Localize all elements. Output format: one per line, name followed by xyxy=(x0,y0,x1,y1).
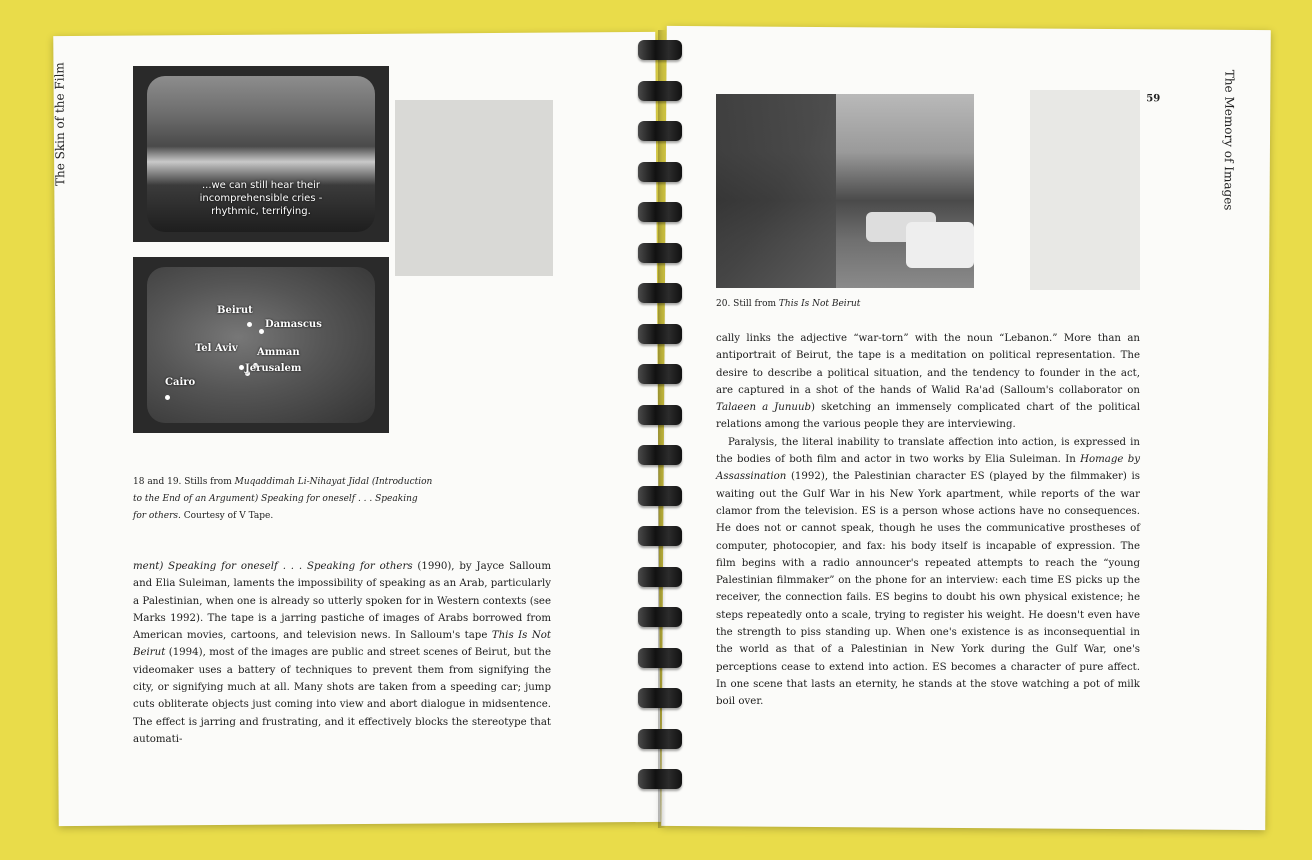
binding-coil xyxy=(638,202,682,222)
city-label: Jerusalem xyxy=(245,363,302,374)
binding-coil xyxy=(638,648,682,668)
binding-coil xyxy=(638,729,682,749)
binding-coil xyxy=(638,121,682,141)
city-label: Tel Aviv xyxy=(195,343,238,354)
caption-credit: Courtesy of V Tape. xyxy=(180,511,274,521)
caption-title: This Is Not Beirut xyxy=(778,299,861,309)
film-still-1 xyxy=(133,66,389,242)
body-span: (1992), the Palestinian character ES (played by the filmmaker) is waiting out the Gulf War in his New York apartment, while reports of the war clamor from the television. ES is a person whose actions have no consequences. He does not or cannot speak, though he uses the communicative prostheses of computer, photocopier, and fax: his body itself is incapable of expression. The film begins with a radio announcer's repeated attempts to reach the “young Palestinian filmmaker” on the phone for an interview: each time ES picks up the receiver, the connection fails. ES begins to doubt his own physical existence; he steps repeatedly onto a scale, trying to register his weight. He doesn't even have the strength to piss standing up. When one's existence is as inconsequential in the world as that of a Palestinian in New York during the Gulf War, one's perceptions cease to extend into action. ES becomes a character of pure affect. In one scene that lasts an eternity, he stands at the stove watching a pot of milk boil over. xyxy=(716,471,1140,708)
tv-screen xyxy=(147,76,375,232)
body-span: cally links the adjective “war-torn” with the noun “Lebanon.” More than an antiportrait of Beirut, the tape is a meditation on political representation. The desire to describe a political situation, and the tendency to founder in the act, are captured in a shot of the hands of Walid Ra'ad (Salloum's collaborator on xyxy=(716,333,1140,396)
city-label: Beirut xyxy=(217,305,253,316)
show-through-shadow xyxy=(1030,90,1140,290)
body-span: Paralysis, the literal inability to translate affection into action, is expressed in the bodies of both film and actor in two works by Elia Suleiman. In xyxy=(716,436,1140,466)
binding-coil xyxy=(638,40,682,60)
city-label: Amman xyxy=(257,347,300,358)
binding-coil xyxy=(638,688,682,708)
italic-title: Talaeen a Junuub xyxy=(716,402,812,414)
map-screen xyxy=(147,267,375,423)
body-text-right xyxy=(716,330,1140,711)
binding-coil xyxy=(638,364,682,384)
caption-label: 18 and 19. Stills from xyxy=(133,477,235,487)
italic-title: This Is Not Beirut xyxy=(133,630,551,659)
city-label: Damascus xyxy=(265,319,322,330)
caption-title: Muqaddimah Li-Nihayat Jidal (Introduction to the End of an Argument) Speaking for oneself . . . Speaking for others. xyxy=(133,477,433,521)
binding-coil xyxy=(638,567,682,587)
subtitle-line: incomprehensible cries - xyxy=(199,193,323,204)
body-span: ) sketching an immensely complicated chart of the political relations among the various people they are interviewing. xyxy=(716,402,1140,431)
show-through-shadow xyxy=(395,100,553,276)
binding-coil xyxy=(638,445,682,465)
subtitle-line: ...we can still hear their xyxy=(201,180,321,191)
page-number: 59 xyxy=(1146,93,1161,105)
car xyxy=(906,222,974,268)
binding-coil xyxy=(638,607,682,627)
figure-caption xyxy=(716,296,976,313)
body-span: (1994), most of the images are public and street scenes of Beirut, but the videomaker uses a battery of techniques to prevent them from signifying the city, or signifying much at all. Many shots are taken from a speeding car; jump cuts obliterate objects just coming into view and abort dialogue in midsentence. The effect is jarring and frustrating, and it effectively blocks the stereotype that automati- xyxy=(133,647,551,745)
binding-coil xyxy=(638,162,682,182)
running-head: The Memory of Images xyxy=(1221,69,1237,211)
city-label: Cairo xyxy=(165,377,196,388)
binding-coil xyxy=(638,81,682,101)
binding-coil xyxy=(638,243,682,263)
city-dot xyxy=(239,365,244,370)
binding-coil xyxy=(638,486,682,506)
city-dot xyxy=(247,322,252,327)
binding-coil xyxy=(638,769,682,789)
body-text-left xyxy=(133,558,551,748)
caption-label: 20. Still from xyxy=(716,299,779,309)
tree-foliage xyxy=(716,94,836,288)
binding-coil xyxy=(638,405,682,425)
subtitle-line: rhythmic, terrifying. xyxy=(211,206,311,217)
city-dot xyxy=(165,395,170,400)
figure-caption xyxy=(133,474,433,525)
binding-coil xyxy=(638,283,682,303)
film-still-3 xyxy=(716,94,974,288)
italic-title: ment) Speaking for oneself . . . Speaking for others xyxy=(133,561,413,572)
city-dot xyxy=(259,329,264,334)
binding-coil xyxy=(638,526,682,546)
italic-title: Homage by Assassination xyxy=(716,454,1140,483)
body-span: (1990), by Jayce Salloum and Elia Suleiman, laments the impossibility of speaking as an Arab, particularly a Palestinian, when one is already so utterly spoken for in Western contexts (see Marks 1992). The tape is a jarring pastiche of images of Arabs borrowed from American movies, cartoons, and television news. In Salloum's tape xyxy=(133,561,552,642)
film-still-2 xyxy=(133,257,389,433)
binding-coil xyxy=(638,324,682,344)
running-head: The Skin of the Film xyxy=(52,62,68,187)
spiral-binding xyxy=(638,40,682,830)
